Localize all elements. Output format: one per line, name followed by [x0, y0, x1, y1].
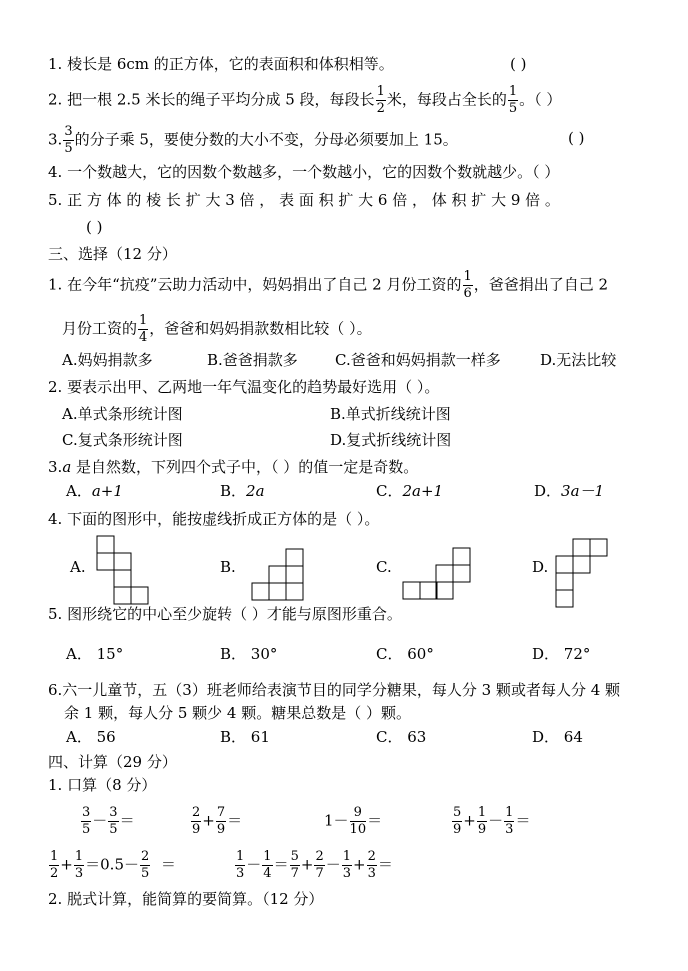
choice-q1-text-a: 1. 在今年“抗疫”云助力活动中，妈妈捐出了自己 2 月份工资的: [48, 275, 462, 294]
judge-q2-text-b: 米，每段占全长的: [386, 90, 507, 109]
calc-sub2: 2. 脱式计算，能简算的要简算。（12 分）: [48, 890, 324, 908]
choice-q3-option-a[interactable]: A．a+1: [66, 482, 123, 500]
calc-expr-2[interactable]: $\frac{2}{9}$ + $\frac{7}{9}$ ＝: [192, 805, 243, 837]
choice-q3-option-d[interactable]: D．3a－1: [534, 482, 605, 500]
choice-q5-option-d[interactable]: D． 72°: [532, 645, 591, 663]
choice-q2-option-c[interactable]: C.复式条形统计图: [62, 431, 183, 449]
choice-q6-line1: 6.六一儿童节，五（3）班老师给表演节目的同学分糖果，每人分 3 颗或者每人分 4 颗: [48, 681, 621, 699]
choice-q1-option-c[interactable]: C.爸爸和妈妈捐款一样多: [335, 351, 501, 369]
choice-q4: 4. 下面的图形中，能按虚线折成正方体的是（ ）。: [48, 510, 380, 528]
choice-q3-num: 3.: [48, 458, 63, 476]
choice-q2-option-d[interactable]: D.复式折线统计图: [330, 431, 452, 449]
choice-q4-option-d[interactable]: D.: [532, 558, 549, 576]
judge-q1-text: 1. 棱长是 6cm 的正方体，它的表面积和体积相等。: [48, 55, 394, 73]
calc-expr-6[interactable]: $\frac{1}{3}$ － $\frac{1}{4}$ ＝ $\frac{5}{7}$ + $\frac{2}{7}$ － $\frac{1}{3}$ + $\frac{2}{3}$ ＝: [236, 849, 393, 881]
choice-q1-text-d: ，爸爸和妈妈捐款数相比较（ ）。: [149, 319, 372, 338]
fraction: $\frac{1}{4}$: [139, 313, 148, 345]
choice-q2-option-a[interactable]: A.单式条形统计图: [62, 405, 183, 423]
judge-q3-num: 3.: [48, 130, 63, 149]
choice-q6-option-a[interactable]: A． 56: [66, 728, 116, 746]
judge-q4: 4. 一个数越大，它的因数个数越多，一个数越小，它的因数个数就越少。（ ）: [48, 163, 560, 181]
choice-q5-option-a[interactable]: A． 15°: [66, 645, 124, 663]
fraction: $\frac{1}{2}$: [376, 84, 385, 116]
choice-q6-option-d[interactable]: D． 64: [532, 728, 583, 746]
cube-net-b: [252, 549, 303, 600]
judge-q3-paren[interactable]: ( ): [568, 129, 585, 147]
judge-q3-text: 的分子乘 5，要使分数的大小不变，分母必须要加上 15。: [74, 130, 458, 149]
section-heading-choice: 三、选择（12 分）: [48, 245, 177, 263]
calc-expr-3[interactable]: 1－ $\frac{9}{10}$ ＝: [324, 805, 383, 837]
judge-q5-paren[interactable]: ( ): [86, 218, 103, 236]
variable-a: a: [62, 458, 72, 476]
cube-net-c: [403, 548, 470, 599]
choice-q2-option-b[interactable]: B.单式折线统计图: [330, 405, 451, 423]
fraction: $\frac{1}{6}$: [463, 269, 472, 301]
choice-q3-option-b[interactable]: B．2a: [220, 482, 265, 500]
choice-q4-option-a[interactable]: A.: [70, 558, 86, 576]
choice-q4-option-b[interactable]: B.: [220, 558, 236, 576]
section-heading-calc: 四、计算（29 分）: [48, 753, 177, 771]
calc-expr-1[interactable]: $\frac{3}{5}$ － $\frac{3}{5}$ ＝: [82, 805, 135, 837]
choice-q5-option-c[interactable]: C． 60°: [376, 645, 434, 663]
choice-q3-option-c[interactable]: C．2a+1: [376, 482, 444, 500]
choice-q6-option-b[interactable]: B． 61: [220, 728, 270, 746]
choice-q6-option-c[interactable]: C． 63: [376, 728, 427, 746]
cube-net-d: [556, 539, 607, 607]
judge-q1-paren[interactable]: ( ): [510, 55, 527, 73]
cube-net-a: [97, 536, 148, 604]
choice-q4-option-c[interactable]: C.: [376, 558, 392, 576]
choice-q5-option-b[interactable]: B． 30°: [220, 645, 278, 663]
judge-q2-paren[interactable]: 。（ ）: [519, 90, 562, 109]
choice-q1-text-b: ，爸爸捐出了自己 2: [473, 275, 609, 294]
choice-q2: 2. 要表示出甲、乙两地一年气温变化的趋势最好选用（ ）。: [48, 378, 440, 396]
choice-q1-text-c: 月份工资的: [62, 319, 138, 338]
calc-sub1: 1. 口算（8 分）: [48, 776, 157, 794]
calc-expr-4[interactable]: $\frac{5}{9}$ + $\frac{1}{9}$ － $\frac{1}{3}$ ＝: [453, 805, 531, 837]
choice-q6-line2: 余 1 颗，每人分 5 颗少 4 颗。糖果总数是（ ）颗。: [64, 704, 412, 722]
choice-q3-text: 是自然数，下列四个式子中，（ ）的值一定是奇数。: [71, 458, 419, 476]
choice-q1-option-a[interactable]: A.妈妈捐款多: [62, 351, 153, 369]
choice-q1-option-d[interactable]: D.无法比较: [540, 351, 617, 369]
calc-expr-5[interactable]: $\frac{1}{2}$ + $\frac{1}{3}$ ＝0.5－ $\frac{2}{5}$ ＝: [50, 849, 176, 881]
judge-q2-text-a: 2. 把一根 2.5 米长的绳子平均分成 5 段，每段长: [48, 90, 375, 109]
fraction: $\frac{3}{5}$: [64, 124, 73, 156]
judge-q5: 5. 正 方 体 的 棱 长 扩 大 3 倍 ， 表 面 积 扩 大 6 倍 ， 体 积 扩 大 9 倍 。: [48, 191, 560, 209]
choice-q5: 5. 图形绕它的中心至少旋转（ ）才能与原图形重合。: [48, 605, 402, 623]
fraction: $\frac{1}{5}$: [508, 84, 518, 116]
choice-q1-option-b[interactable]: B.爸爸捐款多: [207, 351, 298, 369]
